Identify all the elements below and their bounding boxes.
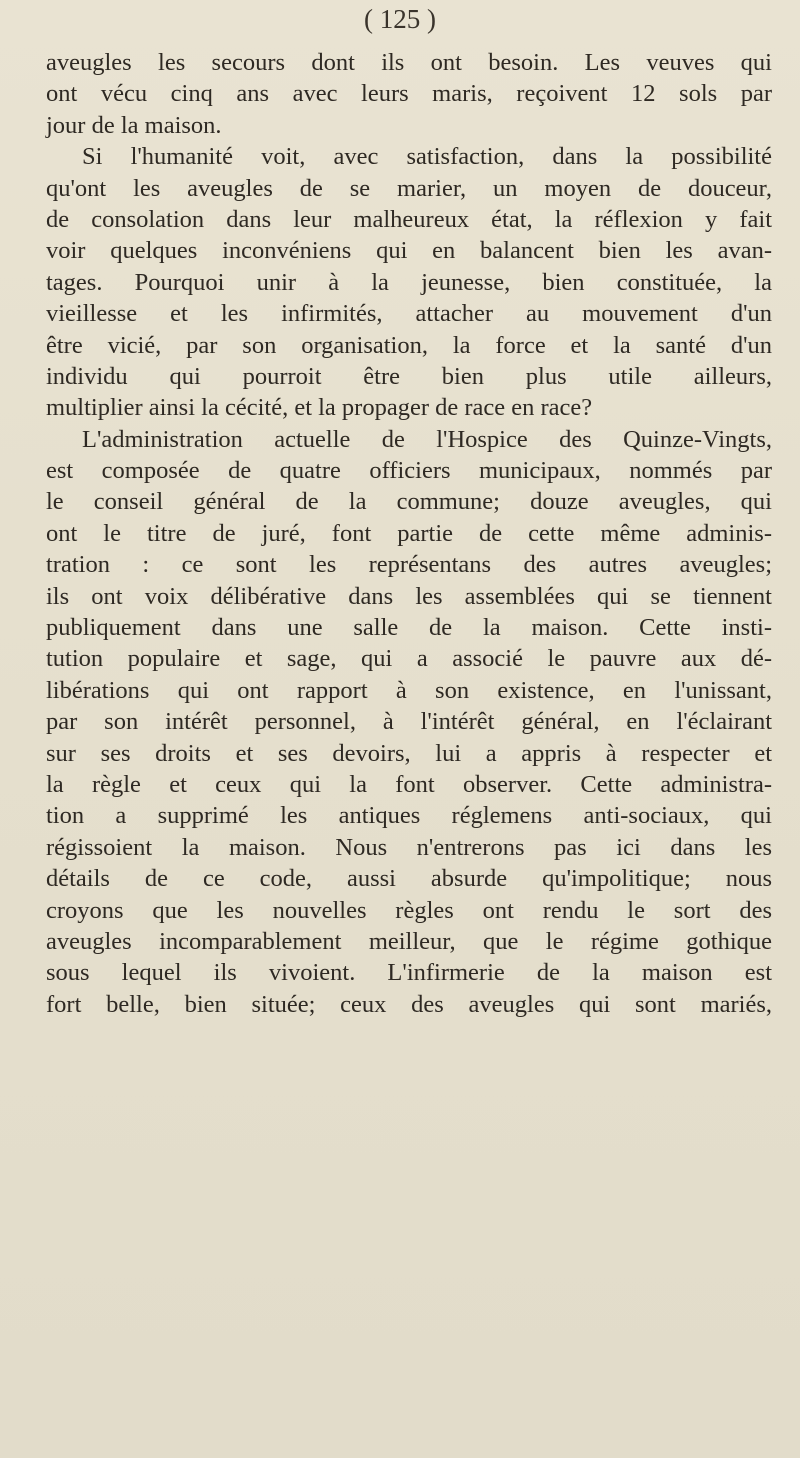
text-line: vieillesse et les infirmités, attacher au mouvement d'un — [46, 300, 772, 328]
text-line: sur ses droits et ses devoirs, lui a appris à respecter et — [46, 739, 772, 767]
text-line: jour de la maison. — [46, 111, 222, 139]
text-line: tion a supprimé les antiques réglemens anti-sociaux, qui — [46, 802, 772, 830]
text-line: libérations qui ont rapport à son existence, en l'unissant, — [46, 676, 772, 704]
text-line: ont le titre de juré, font partie de cette même adminis- — [46, 519, 772, 547]
text-line: être vicié, par son organisation, la force et la santé d'un — [46, 331, 772, 359]
text-line: tution populaire et sage, qui a associé le pauvre aux dé- — [46, 645, 772, 673]
text-line: tration : ce sont les représentans des autres aveugles; — [46, 551, 772, 579]
page-number: ( 125 ) — [364, 4, 436, 34]
text-line: croyons que les nouvelles règles ont rendu le sort des — [46, 896, 772, 924]
text-line: de consolation dans leur malheureux état, la réflexion y fait — [46, 205, 772, 233]
text-line: ont vécu cinq ans avec leurs maris, reçoivent 12 sols par — [46, 80, 772, 108]
text-line: est composée de quatre officiers municipaux, nommés par — [46, 457, 772, 485]
text-line: voir quelques inconvéniens qui en balancent bien les avan- — [46, 237, 772, 265]
text-line: le conseil général de la commune; douze aveugles, qui — [46, 488, 772, 516]
text-line: ils ont voix délibérative dans les assemblées qui se tiennent — [46, 582, 772, 610]
text-line: par son intérêt personnel, à l'intérêt général, en l'éclairant — [46, 708, 772, 736]
text-line: sous lequel ils vivoient. L'infirmerie de la maison est — [46, 959, 772, 987]
text-line: détails de ce code, aussi absurde qu'impolitique; nous — [46, 865, 772, 893]
text-line: L'administration actuelle de l'Hospice des Quinze-Vingts, — [82, 425, 772, 453]
text-line: régissoient la maison. Nous n'entrerons pas ici dans les — [46, 833, 772, 861]
text-line: Si l'humanité voit, avec satisfaction, dans la possibilité — [82, 143, 772, 171]
text-line: individu qui pourroit être bien plus utile ailleurs, — [46, 362, 772, 390]
text-line: aveugles les secours dont ils ont besoin. Les veuves qui — [46, 49, 772, 76]
body-text — [46, 47, 772, 1020]
text-line: aveugles incomparablement meilleur, que le régime gothique — [46, 927, 772, 955]
text-line: publiquement dans une salle de la maison. Cette insti- — [46, 614, 772, 642]
text-line: multiplier ainsi la cécité, et la propager de race en race? — [46, 394, 593, 422]
text-line: qu'ont les aveugles de se marier, un moyen de douceur, — [46, 174, 772, 202]
text-line: la règle et ceux qui la font observer. Cette administra- — [46, 770, 772, 798]
text-line: tages. Pourquoi unir à la jeunesse, bien constituée, la — [46, 268, 772, 296]
text-line: fort belle, bien située; ceux des aveugles qui sont mariés, — [46, 990, 772, 1018]
